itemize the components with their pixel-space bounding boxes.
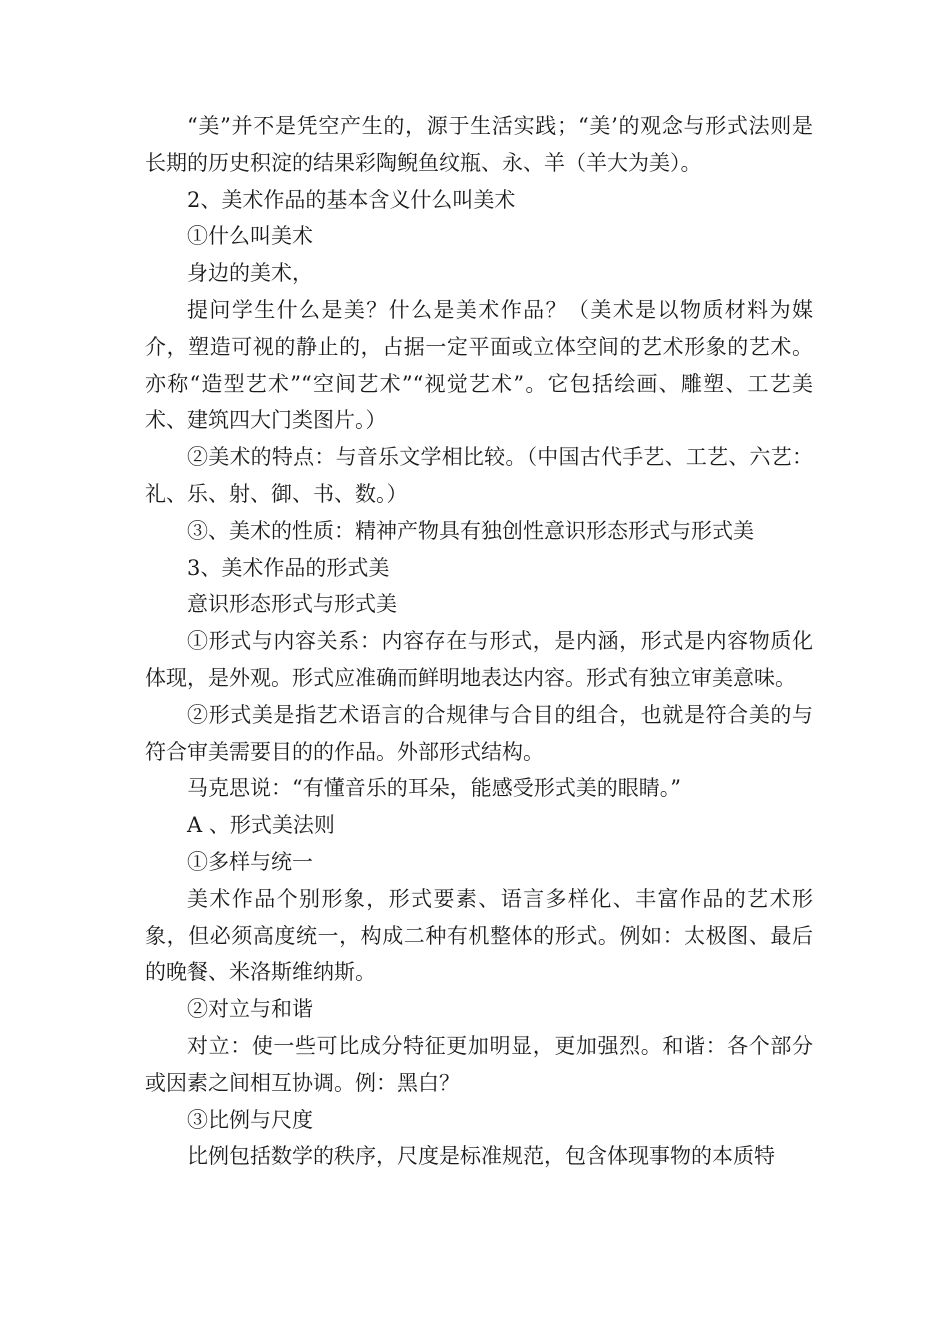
paragraph: A 、形式美法则 xyxy=(187,813,335,838)
paragraph: 身边的美术， xyxy=(187,261,313,286)
paragraph: ②对立与和谐 xyxy=(187,997,313,1022)
paragraph: ①形式与内容关系：内容存在与形式，是内涵，形式是内容物质化体现，是外观。形式应准确而鲜明地表达内容。形式有独立审美意味。 xyxy=(145,629,813,690)
paragraph: 3、美术作品的形式美 xyxy=(187,555,390,580)
paragraph: “美”并不是凭空产生的，源于生活实践；“美’的观念与形式法则是长期的历史积淀的结果彩陶鲵鱼纹瓶、永、羊（羊大为美）。 xyxy=(145,114,813,175)
paragraph: ②美术的特点：与音乐文学相比较。（中国古代手艺、工艺、六艺：礼、乐、射、御、书、数。） xyxy=(145,445,813,506)
document-body xyxy=(145,108,813,1175)
paragraph: 2、美术作品的基本含义什么叫美术 xyxy=(187,187,516,212)
paragraph: ②形式美是指艺术语言的合规律与合目的组合，也就是符合美的与符合审美需要目的的作品。外部形式结构。 xyxy=(145,702,813,764)
paragraph: 美术作品个别形象，形式要素、语言多样化、丰富作品的艺术形象，但必须高度统一，构成二种有机整体的形式。例如：太极图、最后的晚餐、米洛斯维纳斯。 xyxy=(145,886,813,985)
paragraph: 对立：使一些可比成分特征更加明显，更加强烈。和谐：各个部分或因素之间相互协调。例：黑白？ xyxy=(145,1033,813,1095)
paragraph: 意识形态形式与形式美 xyxy=(187,592,397,617)
paragraph: ①多样与统一 xyxy=(187,849,313,874)
paragraph: ③比例与尺度 xyxy=(187,1107,313,1132)
paragraph: ①什么叫美术 xyxy=(187,224,313,249)
paragraph: ③、美术的性质：精神产物具有独创性意识形态形式与形式美 xyxy=(187,518,754,543)
paragraph: 马克思说：“有懂音乐的耳朵，能感受形式美的眼睛。” xyxy=(187,776,681,801)
paragraph: 比例包括数学的秩序，尺度是标准规范，包含体现事物的本质特 xyxy=(187,1144,775,1169)
paragraph: 提问学生什么是美？什么是美术作品？（美术是以物质材料为媒介，塑造可视的静止的，占据一定平面或立体空间的艺术形象的艺术。亦称“造型艺术”“空间艺术”“视觉艺术”。它包括绘画、雕塑、工艺美术、建筑四大门类图片。） xyxy=(145,297,813,433)
